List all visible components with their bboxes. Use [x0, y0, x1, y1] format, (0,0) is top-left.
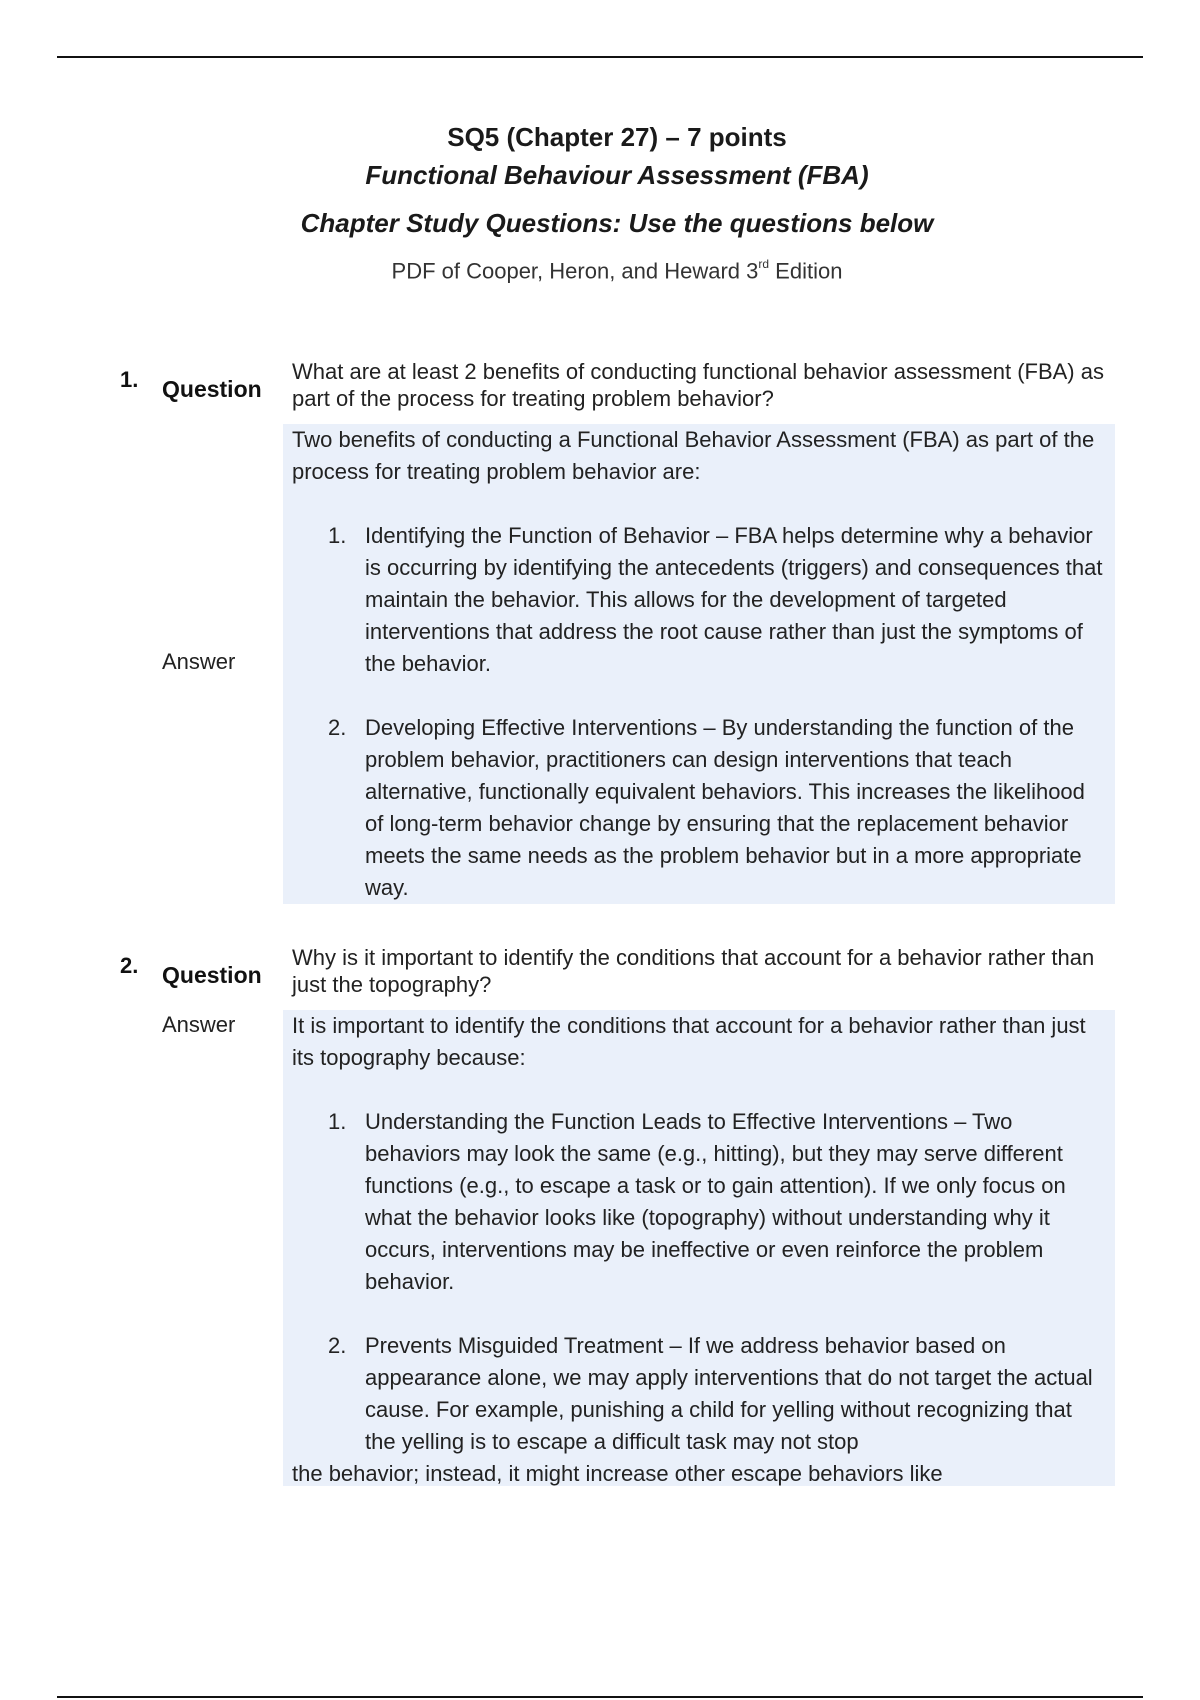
list-item — [292, 520, 1105, 680]
list-item-number: 2. — [328, 1333, 347, 1358]
answer-label: Answer — [162, 649, 236, 674]
answer-box — [283, 424, 1115, 904]
answer-list — [292, 1106, 1105, 1490]
question-label: Question — [162, 962, 262, 988]
top-rule — [57, 56, 1143, 58]
instructions: Chapter Study Questions: Use the questions below — [300, 208, 934, 238]
source-suffix: Edition — [769, 258, 843, 284]
list-item-text: Identifying the Function of Behavior – FBA helps determine why a behavior is occurring by identifying the antecedents (triggers) and consequences that maintain the behavior. This allows for the development of targeted interventions that address the root cause rather than just the symptoms of the behavior. — [365, 523, 1103, 676]
answer-box — [283, 1010, 1115, 1486]
source-prefix: PDF of Cooper, Heron, and Heward 3 — [391, 258, 759, 284]
answer-intro: It is important to identify the conditions that account for a behavior rather than just its topography because: — [292, 1013, 1086, 1070]
answer-label: Answer — [162, 1012, 236, 1037]
list-item-number: 1. — [328, 523, 347, 548]
question-text: What are at least 2 benefits of conducting functional behavior assessment (FBA) as part of the process for treating problem behavior? — [292, 359, 1104, 411]
answer-list — [292, 520, 1105, 904]
list-item — [292, 712, 1105, 904]
list-item-number: 2. — [328, 715, 347, 740]
source-reference — [0, 250, 1200, 287]
list-item-text: Understanding the Function Leads to Effective Interventions – Two behaviors may look the same (e.g., hitting), but they may serve different functions (e.g., to escape a task or to gain attention). If we only focus on what the behavior looks like (topography) without understanding why it occurs, interventions may be ineffective or even reinforce the problem behavior. — [365, 1109, 1066, 1294]
question-number: 1. — [120, 367, 139, 392]
list-item — [292, 1106, 1105, 1298]
page-title: SQ5 (Chapter 27) – 7 points — [447, 122, 787, 152]
list-item-number: 1. — [328, 1109, 347, 1134]
question-label: Question — [162, 376, 262, 402]
question-text: Why is it important to identify the conditions that account for a behavior rather than just the topography? — [292, 945, 1095, 997]
page-subtitle: Functional Behaviour Assessment (FBA) — [365, 160, 869, 190]
list-item — [292, 1330, 1105, 1490]
list-item-text: Developing Effective Interventions – By understanding the function of the problem behavior, practitioners can design interventions that teach alternative, functionally equivalent behaviors. This increases the likelihood of long-term behavior change by ensuring that the replacement behavior meets the same needs as the problem behavior but in a more appropriate way. — [365, 715, 1085, 900]
list-item-text: Prevents Misguided Treatment – If we address behavior based on appearance alone, we may apply interventions that do not target the actual cause. For example, punishing a child for yelling without recognizing that the yelling is to escape a difficult task may not stop — [365, 1333, 1093, 1454]
list-item-continuation: the behavior; instead, it might increase other escape behaviors like — [292, 1461, 943, 1486]
answer-intro: Two benefits of conducting a Functional Behavior Assessment (FBA) as part of the process for treating problem behavior are: — [292, 427, 1095, 484]
title-block — [0, 118, 1200, 287]
question-number: 2. — [120, 953, 139, 978]
source-sup: rd — [758, 257, 770, 271]
bottom-rule — [57, 1696, 1143, 1698]
